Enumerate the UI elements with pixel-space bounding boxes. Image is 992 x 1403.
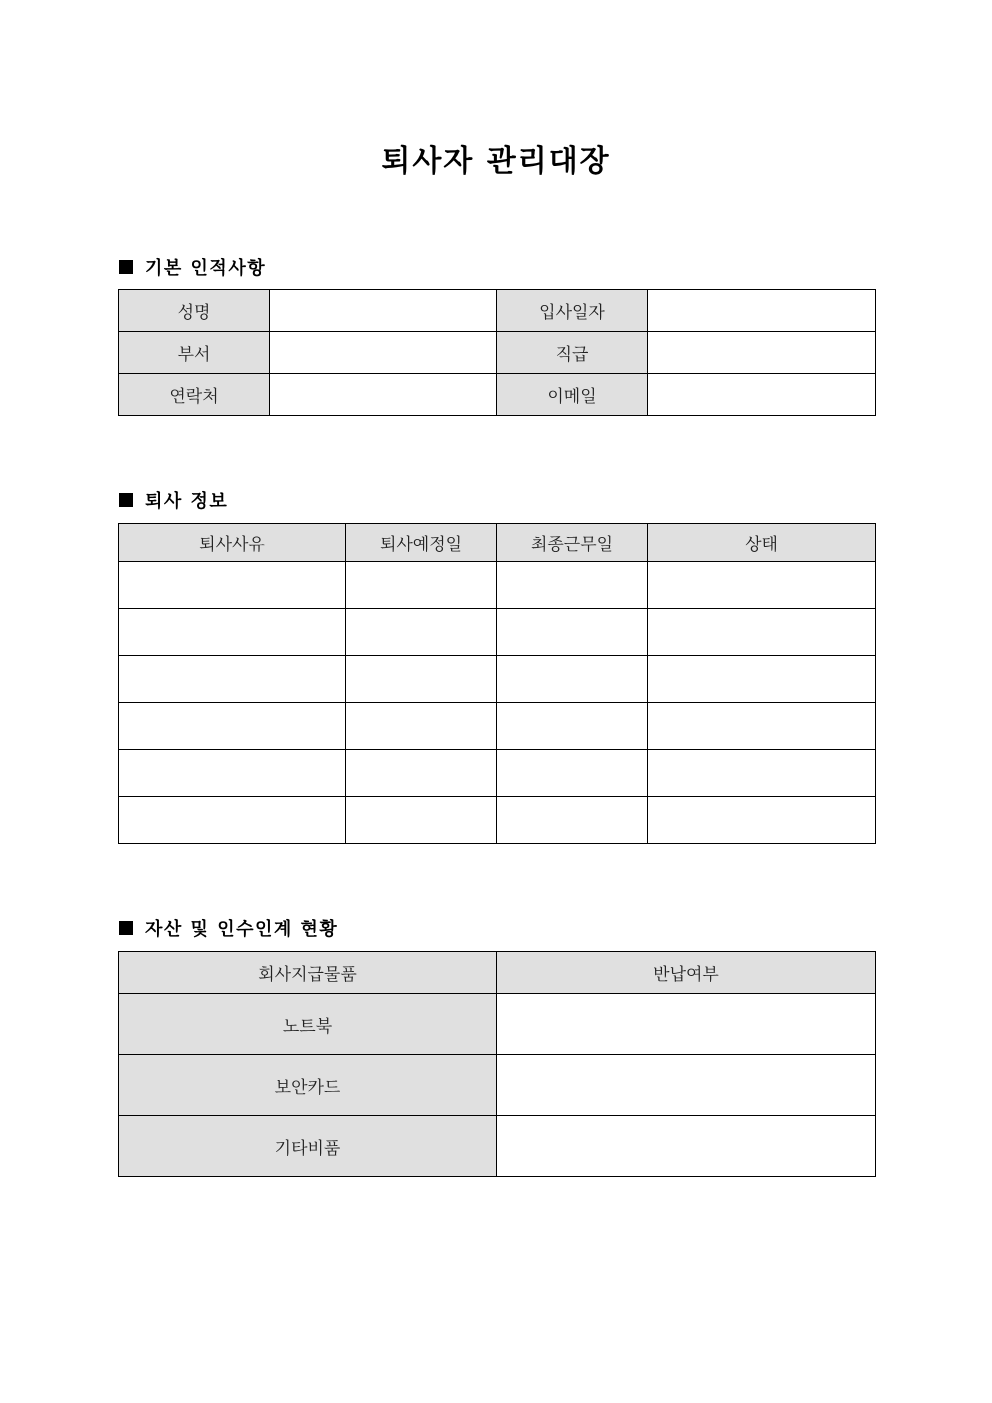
table-cell[interactable] bbox=[119, 656, 346, 703]
table-cell[interactable] bbox=[497, 797, 648, 844]
hire-date-field[interactable] bbox=[648, 290, 876, 332]
contact-field[interactable] bbox=[270, 374, 497, 416]
table-cell[interactable] bbox=[346, 797, 497, 844]
table-cell[interactable] bbox=[648, 703, 876, 750]
department-field[interactable] bbox=[270, 332, 497, 374]
table-cell[interactable] bbox=[497, 609, 648, 656]
table-header-row bbox=[119, 952, 876, 994]
table-header-row bbox=[119, 524, 876, 562]
table-cell[interactable] bbox=[648, 797, 876, 844]
name-label: 성명 bbox=[119, 290, 270, 332]
column-header-last-workday: 최종근무일 bbox=[497, 524, 648, 562]
table-row bbox=[119, 656, 876, 703]
table-cell[interactable] bbox=[497, 703, 648, 750]
section-heading-resignation bbox=[119, 487, 228, 513]
table-row bbox=[119, 797, 876, 844]
table-cell[interactable] bbox=[346, 609, 497, 656]
table-cell[interactable] bbox=[648, 656, 876, 703]
table-cell[interactable] bbox=[119, 562, 346, 609]
table-cell[interactable] bbox=[648, 562, 876, 609]
table-cell[interactable] bbox=[497, 656, 648, 703]
department-label: 부서 bbox=[119, 332, 270, 374]
table-cell[interactable] bbox=[346, 562, 497, 609]
table-cell[interactable] bbox=[119, 703, 346, 750]
table-row bbox=[119, 290, 876, 332]
section-heading-assets-text: 자산 및 인수인계 현황 bbox=[145, 919, 339, 940]
basic-info-table bbox=[118, 289, 876, 416]
table-cell[interactable] bbox=[346, 703, 497, 750]
return-status-cell[interactable] bbox=[497, 1116, 876, 1177]
email-field[interactable] bbox=[648, 374, 876, 416]
square-bullet-icon bbox=[119, 921, 133, 935]
table-cell[interactable] bbox=[119, 609, 346, 656]
square-bullet-icon bbox=[119, 260, 133, 274]
hire-date-label: 입사일자 bbox=[497, 290, 648, 332]
contact-label: 연락처 bbox=[119, 374, 270, 416]
column-header-status: 상태 bbox=[648, 524, 876, 562]
section-heading-assets bbox=[119, 915, 338, 941]
table-cell[interactable] bbox=[119, 750, 346, 797]
name-field[interactable] bbox=[270, 290, 497, 332]
table-row bbox=[119, 1116, 876, 1177]
table-cell[interactable] bbox=[497, 750, 648, 797]
resignation-table bbox=[118, 523, 876, 844]
asset-item-security-card: 보안카드 bbox=[119, 1055, 497, 1116]
asset-item-other-supplies: 기타비품 bbox=[119, 1116, 497, 1177]
table-row bbox=[119, 1055, 876, 1116]
table-cell[interactable] bbox=[346, 656, 497, 703]
asset-item-laptop: 노트북 bbox=[119, 994, 497, 1055]
table-row bbox=[119, 994, 876, 1055]
return-status-cell[interactable] bbox=[497, 1055, 876, 1116]
table-row bbox=[119, 750, 876, 797]
table-row bbox=[119, 332, 876, 374]
email-label: 이메일 bbox=[497, 374, 648, 416]
column-header-reason: 퇴사사유 bbox=[119, 524, 346, 562]
position-label: 직급 bbox=[497, 332, 648, 374]
section-heading-basic-text: 기본 인적사항 bbox=[145, 258, 267, 279]
table-cell[interactable] bbox=[497, 562, 648, 609]
table-cell[interactable] bbox=[119, 797, 346, 844]
position-field[interactable] bbox=[648, 332, 876, 374]
table-row bbox=[119, 374, 876, 416]
table-row bbox=[119, 609, 876, 656]
column-header-company-items: 회사지급물품 bbox=[119, 952, 497, 994]
table-row bbox=[119, 703, 876, 750]
column-header-planned-date: 퇴사예정일 bbox=[346, 524, 497, 562]
table-cell[interactable] bbox=[648, 750, 876, 797]
section-heading-resignation-text: 퇴사 정보 bbox=[145, 491, 229, 512]
page-title: 퇴사자 관리대장 bbox=[381, 144, 611, 179]
table-cell[interactable] bbox=[648, 609, 876, 656]
asset-table bbox=[118, 951, 876, 1177]
square-bullet-icon bbox=[119, 493, 133, 507]
table-cell[interactable] bbox=[346, 750, 497, 797]
section-heading-basic bbox=[119, 254, 266, 280]
table-row bbox=[119, 562, 876, 609]
return-status-cell[interactable] bbox=[497, 994, 876, 1055]
column-header-return-status: 반납여부 bbox=[497, 952, 876, 994]
